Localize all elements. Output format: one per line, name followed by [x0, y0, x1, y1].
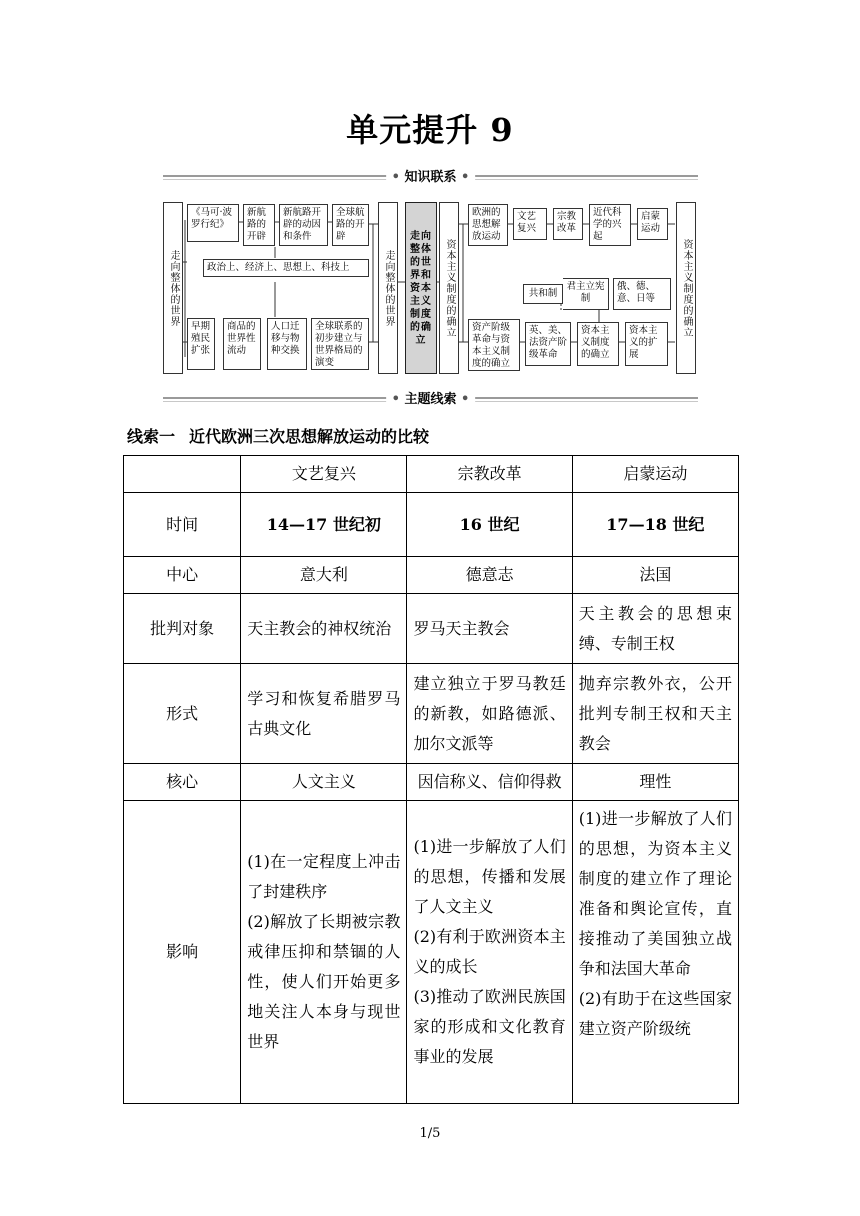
- impact-item: (1)进一步解放了人们的思想，传播和发展了人文主义: [413, 837, 566, 916]
- diagram-node: 资产阶级革命与资本主义制度的确立: [468, 319, 520, 371]
- table-cell: 理性: [572, 764, 738, 801]
- impact-item: (2)有助于在这些国家建立资产阶级统: [578, 989, 732, 1038]
- knowledge-banner: • 知识联系 •: [163, 166, 698, 186]
- diagram-node: 资本主义制度的确立: [577, 322, 619, 366]
- diagram-node: 俄、德、意、日等: [613, 278, 671, 310]
- table-row: [124, 664, 739, 764]
- diagram-right-vertical: 资本主义制度的确立: [439, 202, 459, 374]
- section-text: 近代欧洲三次思想解放运动的比较: [189, 427, 430, 446]
- table-cell: 因信称义、信仰得救: [407, 764, 572, 801]
- table-cell: 天主教会的思想束缚、专制王权: [572, 594, 738, 664]
- table-row: [124, 594, 739, 664]
- knowledge-diagram: [163, 202, 698, 374]
- diagram-node: 人口迁移与物种交换: [267, 318, 307, 370]
- table-cell: [241, 801, 407, 1104]
- table-cell: 建立独立于罗马教廷的新教，如路德派、加尔文派等: [407, 664, 572, 764]
- row-head: 时间: [124, 493, 241, 557]
- table-header-cell: [124, 456, 241, 493]
- row-head: 形式: [124, 664, 241, 764]
- knowledge-banner-label: 知识联系: [404, 170, 457, 185]
- page-title: 单元提升 9: [346, 111, 514, 149]
- diagram-node: 新航路的开辟: [243, 204, 275, 246]
- diagram-node: 早期殖民扩张: [187, 318, 215, 370]
- table-cell: 德意志: [407, 557, 572, 594]
- table-header-row: [124, 456, 739, 493]
- diagram-left-vertical: 走向整体的世界: [378, 202, 398, 374]
- section-label: 线索一: [127, 427, 176, 446]
- table-cell: 抛弃宗教外衣，公开批判专制王权和天主教会: [572, 664, 738, 764]
- row-head: 中心: [124, 557, 241, 594]
- diagram-node: 全球航路的开辟: [332, 204, 369, 246]
- diagram-node: 宗教改革: [553, 208, 583, 240]
- table-cell: 意大利: [241, 557, 407, 594]
- table-cell: [572, 801, 738, 1104]
- impact-item: (2)有利于欧洲资本主义的成长: [413, 927, 566, 976]
- table-cell: 天主教会的神权统治: [241, 594, 407, 664]
- table-header-cell: 文艺复兴: [241, 456, 407, 493]
- table-cell: 学习和恢复希腊罗马古典文化: [241, 664, 407, 764]
- table-cell: 16 世纪: [407, 493, 572, 557]
- diagram-node: 文艺复兴: [513, 208, 547, 240]
- diagram-node: 欧洲的思想解放运动: [468, 204, 508, 246]
- theme-banner-label: 主题线索: [404, 392, 457, 407]
- table-header-cell: 启蒙运动: [572, 456, 738, 493]
- impact-item: (1)在一定程度上冲击了封建秩序: [247, 852, 401, 901]
- row-head: 批判对象: [124, 594, 241, 664]
- diagram-node: 资本主义的扩展: [625, 322, 668, 366]
- diagram-left-title: 走向整体的世界: [163, 202, 183, 374]
- comparison-table: [123, 455, 739, 1104]
- diagram-node: 《马可·波罗行纪》: [187, 204, 239, 242]
- diagram-node: 近代科学的兴起: [589, 204, 631, 246]
- row-head: 核心: [124, 764, 241, 801]
- table-header-cell: 宗教改革: [407, 456, 572, 493]
- row-head: 影响: [124, 801, 241, 1104]
- table-cell: 17—18 世纪: [572, 493, 738, 557]
- table-cell: 罗马天主教会: [407, 594, 572, 664]
- diagram-node: 商品的世界性流动: [223, 318, 261, 370]
- table-cell: [407, 801, 572, 1104]
- section-heading: [127, 424, 429, 447]
- diagram-node: 君主立宪制: [563, 278, 609, 310]
- table-cell: 14—17 世纪初: [241, 493, 407, 557]
- table-row: [124, 764, 739, 801]
- table-cell: 法国: [572, 557, 738, 594]
- table-row: [124, 801, 739, 1104]
- diagram-node: 英、美、法资产阶级革命: [525, 322, 571, 366]
- impact-item: (3)推动了欧洲民族国家的形成和文化教育事业的发展: [413, 987, 566, 1066]
- table-row: [124, 557, 739, 594]
- diagram-node: 全球联系的初步建立与世界格局的演变: [311, 318, 369, 370]
- diagram-node: 新航路开辟的动因和条件: [279, 204, 328, 246]
- table-cell: 人文主义: [241, 764, 407, 801]
- table-row: [124, 493, 739, 557]
- diagram-right-title: 资本主义制度的确立: [676, 202, 696, 374]
- impact-item: (1)进一步解放了人们的思想，为资本主义制度的建立作了理论准备和舆论宣传，直接推动了美国独立战争和法国大革命: [578, 809, 732, 978]
- impact-item: (2)解放了长期被宗教戒律压抑和禁锢的人性，使人们开始更多地关注人本身与现世世界: [247, 912, 401, 1051]
- diagram-node: 启蒙运动: [637, 208, 668, 240]
- page-number: 1/5: [419, 1126, 441, 1141]
- diagram-node: 共和制: [523, 284, 563, 304]
- diagram-center: 走向整体的世界和资本主义制度的确立: [405, 202, 437, 374]
- theme-banner: • 主题线索 •: [163, 388, 698, 408]
- diagram-mid-label: 政治上、经济上、思想上、科技上: [203, 259, 369, 277]
